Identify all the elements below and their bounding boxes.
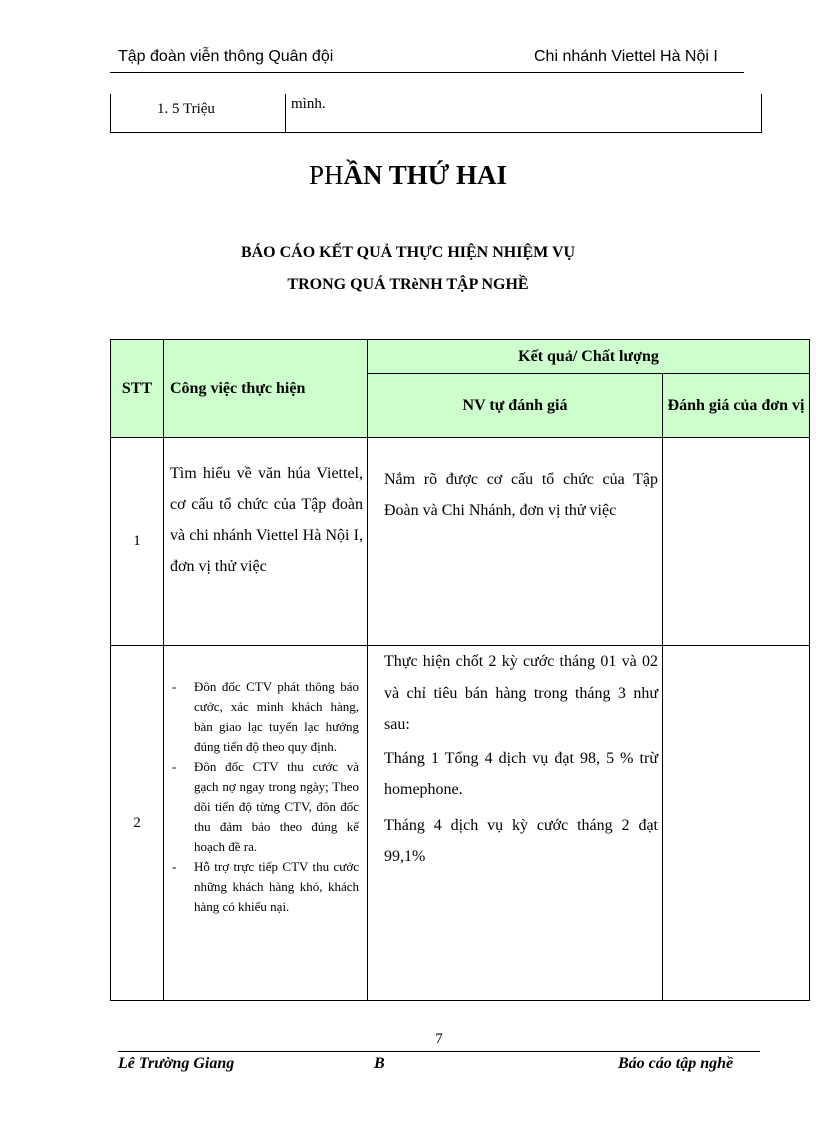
row-task-list-cell [164, 646, 368, 1001]
row-stt: 2 [111, 646, 164, 1001]
page-number: 7 [435, 1031, 443, 1047]
previous-table-divider [285, 94, 286, 132]
header-self-eval: NV tự đánh giá [368, 374, 663, 438]
table-row [111, 438, 810, 646]
footer-author: Lê Trường Giang [118, 1055, 235, 1072]
row-task: Tìm hiểu về văn húa Viettel, cơ cấu tổ chức của Tập đoàn và chi nhánh Viettel Hà Nội I, đơn vị thử việc [164, 438, 368, 646]
header-result: Kết quả/ Chất lượng [368, 340, 810, 374]
footer-middle: B [374, 1055, 385, 1072]
list-item: - Đôn đốc CTV phát thông báo cước, xác minh khách hàng, bàn giao lạc tuyến lạc hướng đúng tiến độ theo quy định. [164, 677, 367, 757]
row-self-eval: Nắm rõ được cơ cấu tổ chức của Tập Đoàn và Chi Nhánh, đơn vị thử việc [368, 438, 663, 646]
header-organization: Tập đoàn viễn thông Quân đội [118, 48, 334, 65]
report-title-line-2: TRONG QUÁ TRèNH TẬP NGHỀ [287, 276, 529, 293]
row-self-eval [368, 646, 663, 1001]
header-unit-eval: Đánh giá của đơn vị [663, 374, 810, 438]
task-bullet-list [164, 677, 367, 917]
header-stt: STT [111, 340, 164, 438]
previous-table-cell-2: mình. [291, 96, 326, 112]
self-eval-paragraph: Thực hiện chốt 2 kỳ cước tháng 01 và 02 và chỉ tiêu bán hàng trong tháng 3 như sau: [384, 653, 658, 733]
row-unit-eval [663, 438, 810, 646]
header-divider [110, 72, 744, 73]
list-item: - Đôn đốc CTV thu cước và gạch nợ ngay trong ngày; Theo dõi tiến độ từng CTV, đôn đốc thu đảm bảo theo đúng kế hoạch đề ra. [164, 757, 367, 857]
report-table [110, 339, 810, 1001]
header-branch: Chi nhánh Viettel Hà Nội I [534, 48, 718, 65]
footer-divider [118, 1051, 760, 1052]
previous-table-fragment [110, 94, 762, 133]
row-unit-eval [663, 646, 810, 1001]
list-item: - Hỗ trợ trực tiếp CTV thu cước những khách hàng khó, khách hàng có khiếu nại. [164, 857, 367, 917]
self-eval-paragraph: Tháng 1 Tổng 4 dịch vụ đạt 98, 5 % trừ homephone. [384, 749, 658, 798]
part-title-prefix: PH [308, 160, 344, 190]
previous-table-cell-1: 1. 5 Triệu [157, 101, 215, 117]
footer-report-label: Báo cáo tập nghề [618, 1055, 734, 1072]
report-title-line-1: BÁO CÁO KẾT QUẢ THỰC HIỆN NHIỆM VỤ [240, 244, 576, 261]
table-row [111, 646, 810, 1001]
part-title-rest: ẦN THỨ HAI [343, 160, 508, 190]
self-eval-paragraph: Tháng 4 dịch vụ kỳ cước tháng 2 đạt 99,1% [384, 816, 658, 865]
part-title [0, 160, 816, 191]
row-stt: 1 [111, 438, 164, 646]
header-task: Công việc thực hiện [164, 340, 368, 438]
